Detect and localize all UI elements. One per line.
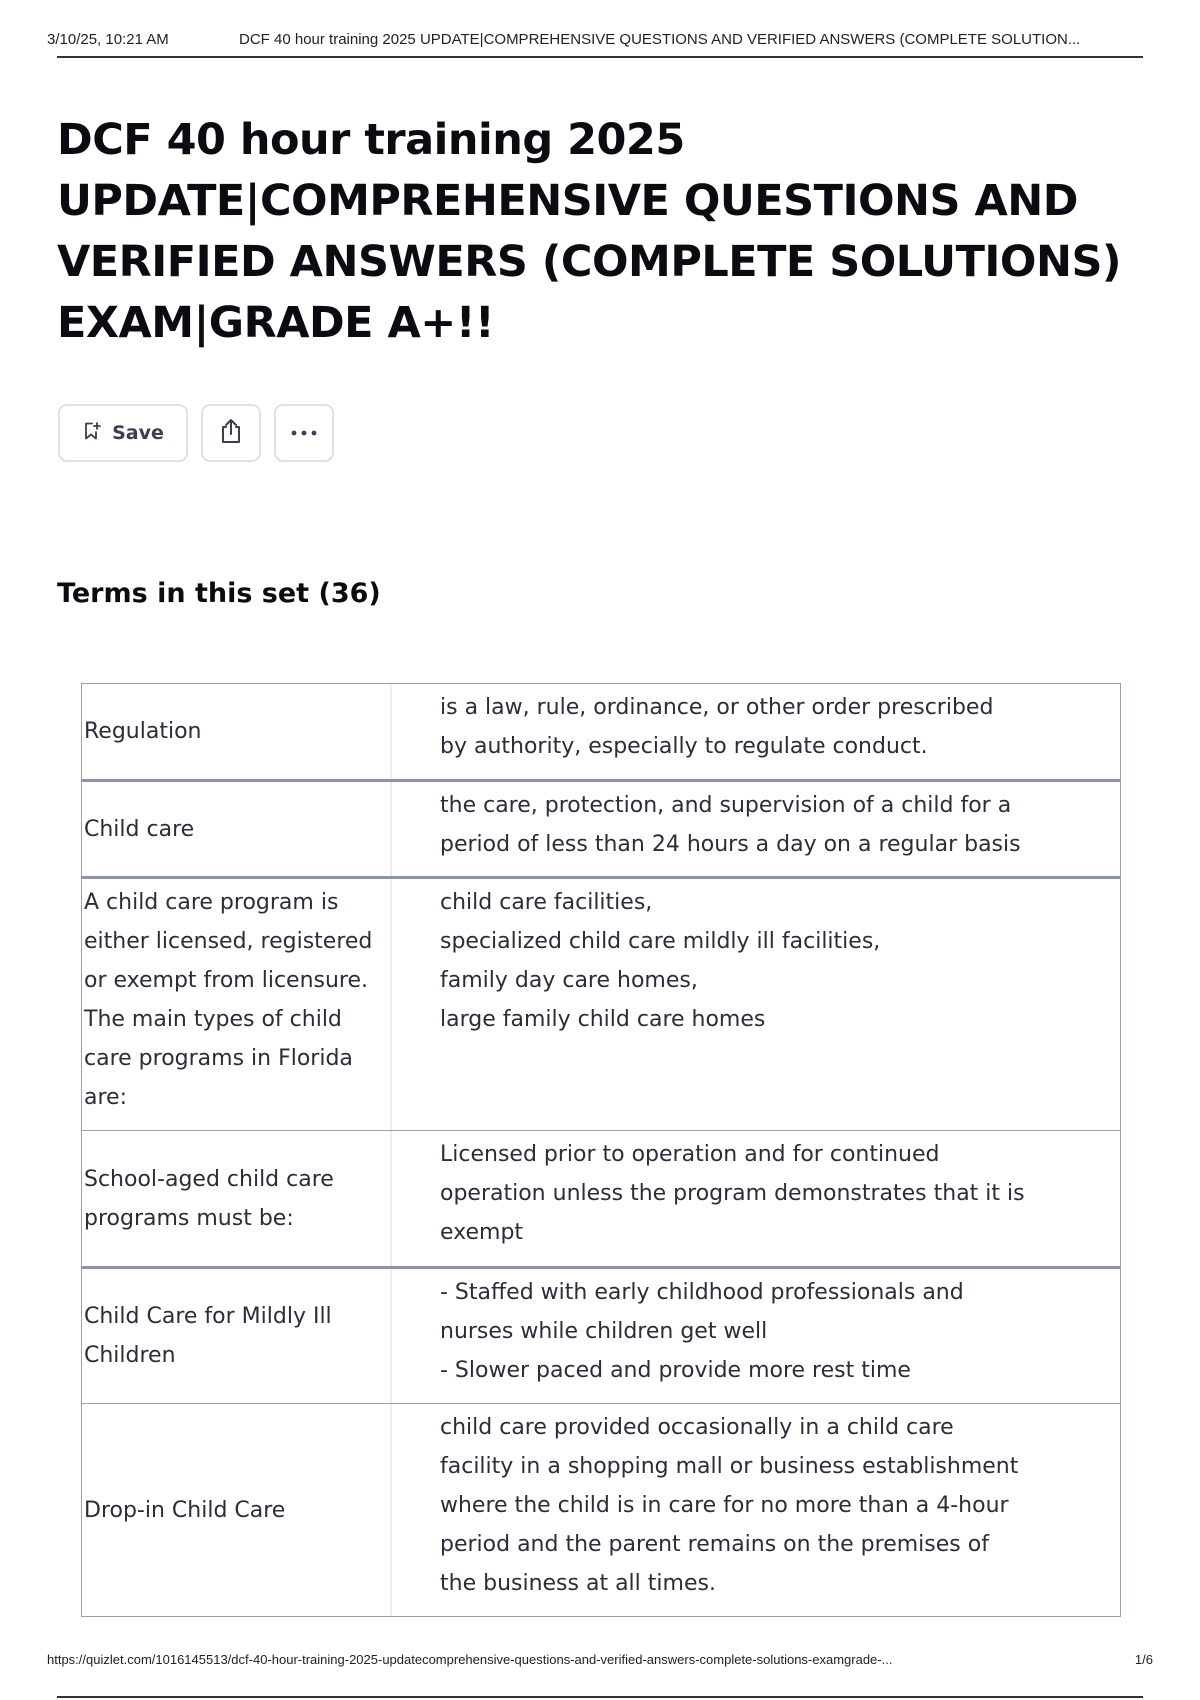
term-definition: child care facilities, specialized child care mildly ill facilities, family day care homes, large family child care homes [440,890,881,1032]
term-row [82,684,1120,779]
save-label: Save [112,422,164,444]
bookmark-add-icon [82,421,102,446]
print-header [47,28,1143,52]
more-horizontal-icon [290,424,318,442]
footer-divider [57,1696,1143,1698]
share-button[interactable] [201,404,261,462]
term-definition: Licensed prior to operation and for continued operation unless the program demonstrates that it is exempt [440,1142,1025,1245]
page-title: DCF 40 hour training 2025 UPDATE|COMPREHENSIVE QUESTIONS AND VERIFIED ANSWERS (COMPLETE SOLUTIONS) EXAM|GRADE A+!! [57,115,1122,348]
term-definition: the care, protection, and supervision of a child for a period of less than 24 hours a day on a regular basis [440,793,1021,857]
term-word: School-aged child care programs must be: [82,1131,392,1266]
term-row [82,1403,1120,1616]
term-definition: - Staffed with early childhood professionals and nurses while children get well - Slower paced and provide more rest time [440,1280,964,1383]
save-button[interactable] [58,404,188,462]
term-word: Child Care for Mildly Ill Children [82,1269,392,1403]
term-word: Child care [82,782,392,876]
terms-heading: Terms in this set (36) [57,578,381,609]
share-icon [218,417,244,450]
more-options-button[interactable] [274,404,334,462]
term-word: A child care program is either licensed, registered or exempt from licensure. The main types of child care programs in Florida are: [82,879,392,1130]
term-definition: child care provided occasionally in a child care facility in a shopping mall or business establishment where the child is in care for no more than a 4-hour period and the parent remains on the premises of the business at all times. [440,1415,1019,1596]
term-definition: is a law, rule, ordinance, or other order prescribed by authority, especially to regulate conduct. [440,695,994,759]
term-word: Drop-in Child Care [82,1404,392,1616]
header-divider [57,56,1143,58]
term-row [82,1266,1120,1403]
print-date: 3/10/25, 10:21 AM [47,31,169,48]
page-number: 1/6 [1134,1652,1153,1667]
term-word: Regulation [82,684,392,779]
print-doc-title: DCF 40 hour training 2025 UPDATE|COMPREHENSIVE QUESTIONS AND VERIFIED ANSWERS (COMPLETE SOLUTION... [239,31,1081,48]
term-row [82,779,1120,876]
terms-list [81,683,1121,1617]
print-url: https://quizlet.com/1016145513/dcf-40-hour-training-2025-updatecomprehensive-questions-and-verified-answers-complete-solutions-examgrade-... [47,1652,893,1667]
term-row [82,876,1120,1130]
term-row [82,1130,1120,1266]
